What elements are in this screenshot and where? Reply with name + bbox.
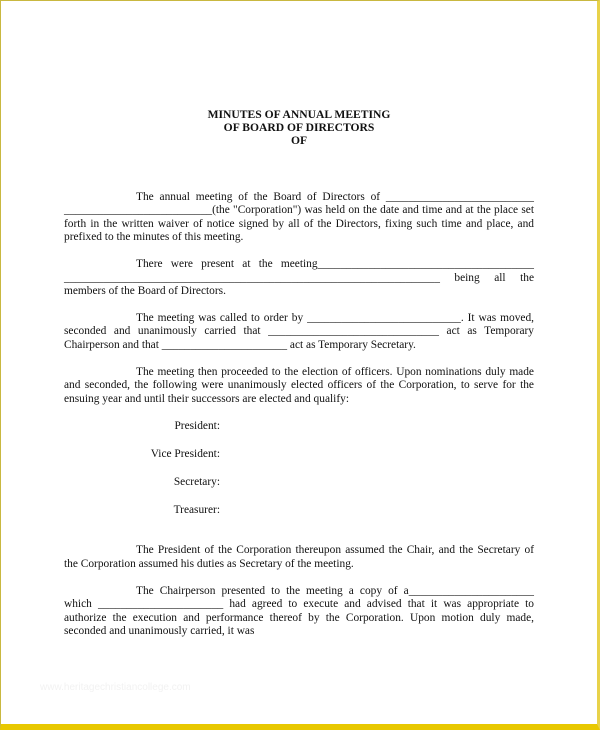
paragraph-chair: The President of the Corporation thereupon assumed the Chair, and the Secretary of the Corporation assumed his duties as Secretary of the meeting. [64, 544, 534, 570]
paragraph-attendance: There were present at the meeting______________________________________ __________________________________________________________________ being all the members of the Board of Directors. [64, 257, 534, 298]
title-line-1: MINUTES OF ANNUAL MEETING [207, 108, 391, 121]
paragraph-call-to-order: The meeting was called to order by ___________________________. It was moved, seconded and unanimously carried that ______________________________ act as Temporary Chairperson and that ______________________ act as Temporary Secretary. [64, 311, 534, 351]
officer-row [64, 420, 534, 448]
officer-label-president: President: [174, 420, 220, 433]
officer-label-vice-president: Vice President: [150, 448, 220, 461]
officer-row [64, 476, 534, 504]
title-line-3: OF [290, 134, 308, 148]
officer-label-secretary: Secretary: [173, 476, 220, 489]
document-title [64, 108, 534, 148]
officer-list [64, 420, 534, 532]
title-line-2: OF BOARD OF DIRECTORS [223, 121, 375, 135]
paragraph-presentation: The Chairperson presented to the meeting a copy of a______________________ which ______________________ had agreed to execute and advised that it was appropriate to authorize the execution and performance thereof by the Corporation. Upon motion duly made, seconded and unanimously carried, it was [64, 584, 534, 638]
officer-row [64, 504, 534, 532]
officer-row [64, 448, 534, 476]
officer-label-treasurer: Treasurer: [173, 504, 220, 517]
watermark-text: www.heritagechristiancollege.com [40, 682, 191, 693]
paragraph-annual-meeting: The annual meeting of the Board of Directors of __________________________ __________________________(the "Corporation") was held on the date and time and at the place set forth in the written waiver of notice signed by all of the Directors, fixing such time and place, and prefixed to the minutes of this meeting. [64, 190, 534, 244]
paragraph-election: The meeting then proceeded to the election of officers. Upon nominations duly made and seconded, the following were unanimously elected officers of the Corporation, to serve for the ensuing year and until their successors are elected and qualify: [64, 365, 534, 405]
document-page [64, 108, 534, 652]
